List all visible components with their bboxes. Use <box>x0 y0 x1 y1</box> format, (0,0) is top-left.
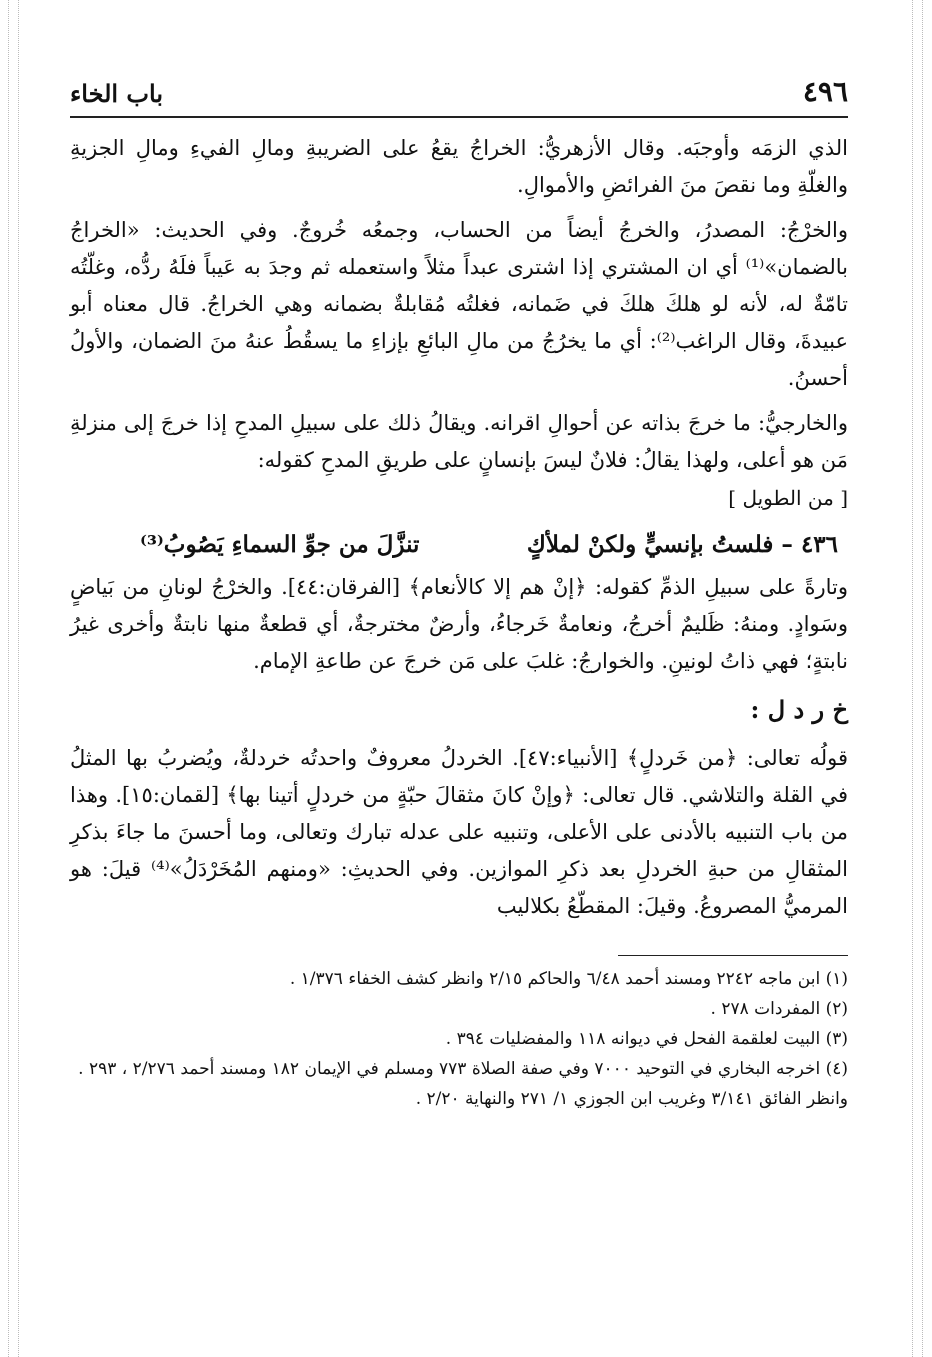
paragraph-4: وتارةً على سبيلِ الذمِّ كقوله: ﴿إنْ هم إلا كالأنعام﴾ [الفرقان:٤٤]. والخرْجُ لونانِ من بَياضٍ وسَوادٍ. ومنهُ: ظَليمٌ أخرجُ، ونعامةٌ خَرجاءُ، وأرضٌ مخترجةٌ، أي قطعةٌ منها نابتةٌ وأخرى غيرُ نابتةٍ؛ فهي ذاتُ لونينِ. والخوارجُ: غلبَ على مَن خرجَ عن طاعةِ الإمام. <box>70 575 848 673</box>
chapter-title: باب الخاء <box>70 79 164 108</box>
paragraph-3: والخارجيُّ: ما خرجَ بذاته عن أحوالِ اقرانه. ويقالُ ذلك على سبيلِ المدحِ إذا خرجَ إلى منزلةِ مَن هو أعلى، ولهذا يقالُ: فلانٌ ليسَ بإنسانٍ على طريقِ المدحِ كقوله: <box>70 411 848 472</box>
poem-verse <box>70 523 848 567</box>
margin-dotted-line <box>912 0 913 1357</box>
paragraph-2: والخرْجُ: المصدرُ، والخرجُ أيضاً من الحساب، وجمعُه خُروجٌ. وفي الحديث: «الخراجُ بالضمان»⁽¹⁾ أي ان المشتري إذا اشترى عبداً مثلاً واستعمله ثم وجدَ به عَيباً فلَهُ ردُّه، وغلّتُه تامّةٌ له، لأنه لو هلكَ هلكَ في ضَمانه، فغلتُه مُقابلةٌ بضمانه وهي الخراجُ. قال معناه أبو عبيدةَ، وقال الراغب⁽²⁾: أي ما يخرُجُ من مالِ البائعِ بإزاءِ ما يسقُطُ عنهُ منَ الضمان، والأولُ أحسنُ. <box>70 218 849 390</box>
verse-second-hemistich: تنزَّلَ من جوِّ السماءِ يَصُوبُ⁽³⁾ <box>140 531 420 558</box>
root-heading: خ ر د ل : <box>750 695 848 724</box>
margin-dotted-line <box>922 0 923 1357</box>
footnote: (١) ابن ماجه ٢٢٤٢ ومسند أحمد ٦/٤٨ والحاكم ٢/١٥ وانظر كشف الخفاء ١/٣٧٦ . <box>289 969 848 989</box>
footnote: (٢) المفردات ٢٧٨ . <box>710 999 848 1019</box>
page-content <box>70 60 848 1114</box>
running-header <box>70 60 848 108</box>
footnote: (٤) اخرجه البخاري في التوحيد ٧٠٠٠ وفي صفة الصلاة ٧٧٣ ومسلم في الإيمان ١٨٢ ومسند أحمد ٢/٢٧٦ ، ٢٩٣ . وانظر الفائق ٣/١٤١ وغريب ابن الجوزي ١/ ٢٧١ والنهاية ٢/٢٠ . <box>78 1059 848 1109</box>
paragraph-5: قولُه تعالى: ﴿من خَردلٍ﴾ [الأنبياء:٤٧]. الخردلُ معروفٌ واحدتُه خردلةٌ، ويُضربُ بها المثلُ في القلة والتلاشي. قال تعالى: ﴿وإنْ كانَ مثقالَ حبّةٍ من خردلٍ أتينا بها﴾ [لقمان:١٥]. وهذا من باب التنبيه بالأدنى على الأعلى، وتنبيه على عدله تبارك وتعالى، وما أحسنَ ما جاءَ بذكرِ المثقالِ من حبةِ الخردلِ بعد ذكرِ الموازين. وفي الحديثِ: «ومنهم المُخَرْدَلُ»⁽⁴⁾ قيلَ: هو المرميُّ المصروعُ. وقيلَ: المقطّعُ بكلاليب <box>70 746 848 918</box>
verse-first-hemistich: ٤٣٦ – فلستُ بإنسيٍّ ولكنْ لملأكٍ <box>526 531 838 558</box>
page-number: ٤٩٦ <box>802 75 848 108</box>
poetic-meter: [ من الطويل ] <box>728 486 848 510</box>
paragraph-1: الذي الزمَه وأوجبَه. وقال الأزهريُّ: الخراجُ يقعُ على الضريبةِ ومالِ الفيءِ ومالِ الجزيةِ والغلّةِ وما نقصَ منَ الفرائضِ والأموالِ. <box>70 136 848 197</box>
footnote: (٣) البيت لعلقمة الفحل في ديوانه ١١٨ والمفضليات ٣٩٤ . <box>445 1029 848 1049</box>
margin-dotted-line <box>8 0 9 1357</box>
margin-dotted-line <box>18 0 19 1357</box>
header-rule <box>70 116 848 118</box>
footnote-separator <box>618 955 848 956</box>
